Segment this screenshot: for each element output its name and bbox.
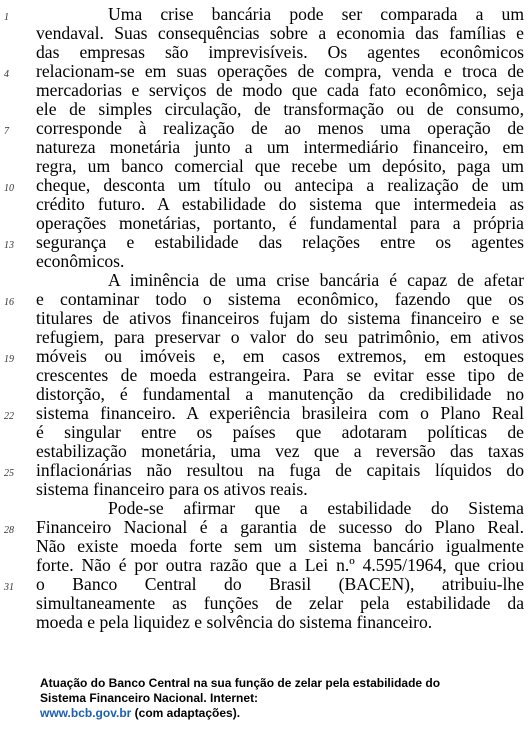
line-number: 19 <box>4 354 14 365</box>
line-number: 31 <box>4 582 14 593</box>
text-line: regra, um banco comercial que recebe um depósito, paga um <box>36 156 524 176</box>
text-line: mercadorias e serviços de modo que cada fato econômico, seja <box>36 80 524 100</box>
text-line: corresponde à realização de ao menos uma operação de <box>36 118 524 138</box>
text-line: ele de simples circulação, de transformação ou de consumo, <box>36 99 524 119</box>
citation-line: Atuação do Banco Central na sua função de zelar pela estabilidade do <box>40 676 441 690</box>
text-line: Uma crise bancária pode ser comparada a um <box>108 4 524 24</box>
text-line: móveis ou imóveis e, em casos extremos, em estoques <box>36 346 524 366</box>
line-number: 25 <box>4 468 14 479</box>
line-number: 10 <box>4 183 14 194</box>
text-line: relacionam-se em suas operações de compra, venda e troca de <box>36 61 524 81</box>
text-line: crescentes de moeda estrangeira. Para se evitar esse tipo de <box>36 365 524 385</box>
text-line: Pode-se afirmar que a estabilidade do Sistema <box>108 498 524 518</box>
line-number: 7 <box>4 126 9 137</box>
text-line: distorção, é fundamental a manutenção da credibilidade no <box>36 384 524 404</box>
text-line: é singular entre os países que adotaram políticas de <box>36 422 524 442</box>
citation-line <box>40 706 520 721</box>
text-line: o Banco Central do Brasil (BACEN), atribuiu-lhe <box>36 574 524 594</box>
line-number: 13 <box>4 240 14 251</box>
text-line: das empresas são imprevisíveis. Os agentes econômicos <box>36 42 524 62</box>
text-line: sistema financeiro. A experiência brasileira com o Plano Real <box>36 403 524 423</box>
text-line: refugiem, para preservar o valor do seu patrimônio, em ativos <box>36 327 524 347</box>
text-line: natureza monetária junto a um intermediário financeiro, em <box>36 137 524 157</box>
text-line: sistema financeiro para os ativos reais. <box>36 479 308 499</box>
line-number: 4 <box>4 69 9 80</box>
text-line: segurança e estabilidade das relações entre os agentes <box>36 232 524 252</box>
line-number: 1 <box>4 12 9 23</box>
text-line: A iminência de uma crise bancária é capaz de afetar <box>108 270 524 290</box>
line-number: 16 <box>4 297 14 308</box>
line-number: 22 <box>4 411 14 422</box>
text-line: simultaneamente as funções de zelar pela estabilidade da <box>36 593 524 613</box>
text-line: operações monetárias, portanto, é fundamental para a própria <box>36 213 524 233</box>
text-line: titulares de ativos financeiros fujam do sistema financeiro e se <box>36 308 524 328</box>
text-line: estabilização monetária, uma vez que a reversão das taxas <box>36 441 524 461</box>
text-line: Financeiro Nacional é a garantia de sucesso do Plano Real. <box>36 517 524 537</box>
text-line: moeda e pela liquidez e solvência do sistema financeiro. <box>36 612 433 632</box>
text-line: crédito futuro. A estabilidade do sistema que intermedeia as <box>36 194 524 214</box>
text-line: cheque, desconta um título ou antecipa a realização de um <box>36 175 524 195</box>
text-line: e contaminar todo o sistema econômico, fazendo que os <box>36 289 524 309</box>
citation-line: Sistema Financeiro Nacional. Internet: <box>40 691 259 705</box>
line-number: 28 <box>4 525 14 536</box>
text-line: inflacionárias não resultou na fuga de capitais líquidos do <box>36 460 524 480</box>
source-link[interactable]: www.bcb.gov.br <box>40 706 132 720</box>
text-line: Não existe moeda forte sem um sistema bancário igualmente <box>36 536 524 556</box>
text-line: forte. Não é por outra razão que a Lei n.º 4.595/1964, que criou <box>36 555 524 575</box>
source-citation <box>40 676 520 721</box>
citation-suffix: (com adaptações). <box>131 706 241 720</box>
text-line: vendaval. Suas consequências sobre a economia das famílias e <box>36 23 524 43</box>
text-line: econômicos. <box>36 251 125 271</box>
